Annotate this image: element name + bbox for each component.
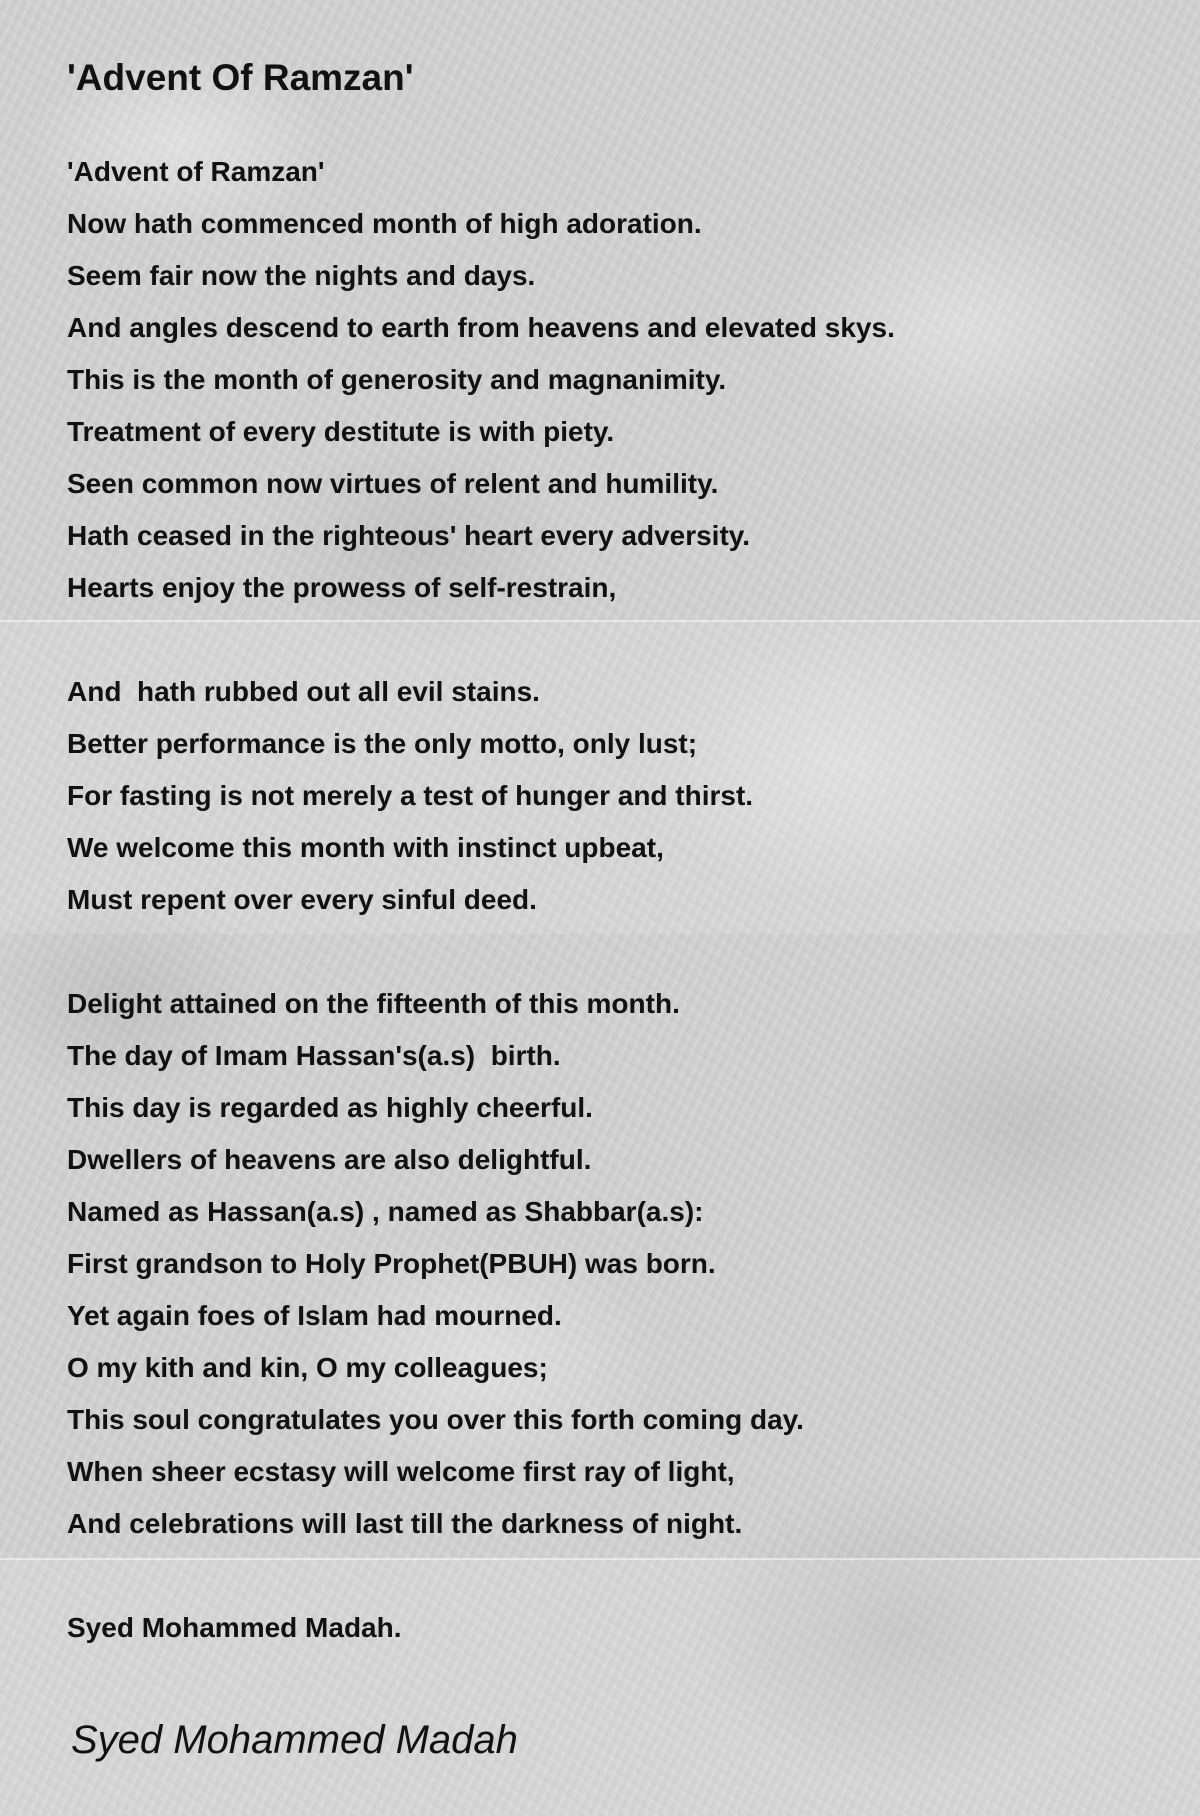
stanza-1 bbox=[67, 146, 1167, 614]
poem-line: The day of Imam Hassan's(a.s) birth. bbox=[67, 1040, 561, 1071]
poem-line: O my kith and kin, O my colleagues; bbox=[67, 1352, 548, 1383]
poem-container bbox=[67, 50, 1167, 1654]
poem-line: For fasting is not merely a test of hunger and thirst. bbox=[67, 780, 754, 811]
poem-line: Now hath commenced month of high adoration. bbox=[67, 208, 702, 239]
poem-line: And angles descend to earth from heavens and elevated skys. bbox=[67, 312, 895, 343]
poem-line: Dwellers of heavens are also delightful. bbox=[67, 1144, 592, 1175]
poem-line: Delight attained on the fifteenth of this month. bbox=[67, 988, 680, 1019]
poem-line: This is the month of generosity and magnanimity. bbox=[67, 364, 727, 395]
poem-line: Named as Hassan(a.s) , named as Shabbar(a.s): bbox=[67, 1196, 704, 1227]
author-name[interactable]: Syed Mohammed Madah bbox=[71, 1718, 518, 1762]
poem-title: 'Advent Of Ramzan' bbox=[67, 57, 414, 98]
stanza-2 bbox=[67, 666, 1167, 926]
stanza-3 bbox=[67, 978, 1167, 1550]
poem-line: Seem fair now the nights and days. bbox=[67, 260, 536, 291]
poem-line: And celebrations will last till the darkness of night. bbox=[67, 1508, 743, 1539]
poem-signature-line: Syed Mohammed Madah. bbox=[67, 1612, 402, 1643]
poem-line: Better performance is the only motto, only lust; bbox=[67, 728, 698, 759]
poem-line: When sheer ecstasy will welcome first ray of light, bbox=[67, 1456, 735, 1487]
poem-line: This soul congratulates you over this forth coming day. bbox=[67, 1404, 804, 1435]
poem-line: 'Advent of Ramzan' bbox=[67, 156, 325, 187]
poem-line: We welcome this month with instinct upbeat, bbox=[67, 832, 664, 863]
stanza-gap bbox=[67, 926, 1167, 978]
poem-line: Seen common now virtues of relent and humility. bbox=[67, 468, 719, 499]
poem-line: Must repent over every sinful deed. bbox=[67, 884, 537, 915]
poem-line: Yet again foes of Islam had mourned. bbox=[67, 1300, 562, 1331]
stanza-4 bbox=[67, 1602, 1167, 1654]
poem-line: Treatment of every destitute is with piety. bbox=[67, 416, 615, 447]
poem-line: Hearts enjoy the prowess of self-restrain, bbox=[67, 572, 617, 603]
poem-line: And hath rubbed out all evil stains. bbox=[67, 676, 540, 707]
stanza-gap bbox=[67, 614, 1167, 666]
stanza-gap bbox=[67, 1550, 1167, 1602]
poem-line: Hath ceased in the righteous' heart every adversity. bbox=[67, 520, 751, 551]
poem-line: This day is regarded as highly cheerful. bbox=[67, 1092, 593, 1123]
poem-line: First grandson to Holy Prophet(PBUH) was born. bbox=[67, 1248, 716, 1279]
